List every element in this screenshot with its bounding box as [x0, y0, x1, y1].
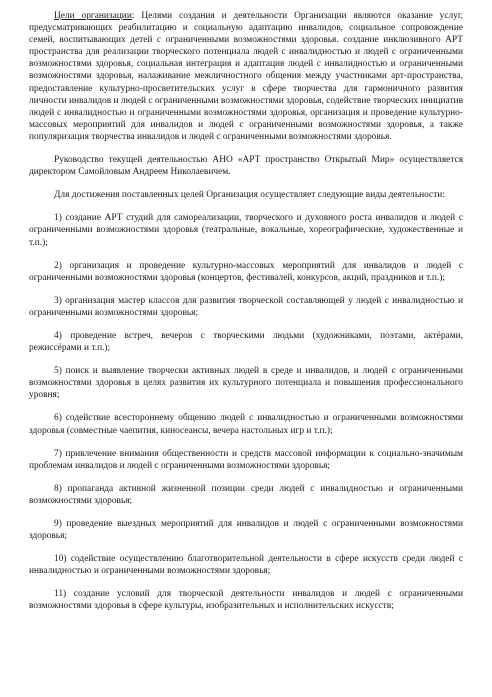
activity-item: 10) содействие осуществлению благотворительной деятельности в сфере искусств среди людей с инвалидностью и ограниченными возможностями здоровья; [29, 554, 463, 577]
activity-item: 4) проведение встреч, вечеров с творческими людьми (художниками, поэтами, актёрами, режиссёрами и т.п.); [29, 330, 463, 354]
activity-item: 5) поиск и выявление творчески активных людей в среде и инвалидов, и людей с ограниченными возможностями здоровья в целях развития их культурного потенциала и повышения профессионального уровня; [29, 366, 463, 401]
activity-item: 11) создание условий для творческой деятельности инвалидов и людей с ограниченными возможностями здоровья в сфере культуры, изобразительных и исполнительских искусств; [29, 589, 463, 612]
management-paragraph: Руководство текущей деятельностью АНО «АРТ пространство Открытый Мир» осуществляется директором Самойловым Андреем Николаевичем. [29, 155, 463, 178]
activity-item: 8) пропаганда активной жизненной позиции среди людей с инвалидностью и ограниченными возможностями здоровья; [29, 483, 463, 506]
activity-item: 2) организация и проведение культурно-массовых мероприятий для инвалидов и людей с ограниченными возможностями здоровья (концертов, фестивалей, конкурсов, акций, праздников и т.п.); [29, 260, 463, 283]
activity-item: 6) содействие всестороннему общению людей с инвалидностью и ограниченными возможностями здоровья (совместные чаепития, киносеансы, вечера настольных игр и т.п.); [29, 413, 463, 436]
activity-item: 1) создание АРТ студий для самореализации, творческого и духовного роста инвалидов и людей с ограниченными возможностями здоровья (театральные, вокальные, хореографические, художественные и т.п.); [29, 213, 463, 248]
activities-intro: Для достижения поставленных целей Организация осуществляет следующие виды деятельности: [54, 190, 445, 201]
activity-item: 3) организация мастер классов для развития творческой составляющей у людей с инвалидностью и ограниченными возможностями здоровья; [29, 295, 463, 318]
goals-paragraph [29, 10, 463, 143]
goals-label: Цели организации [54, 11, 132, 21]
goals-text: : Целями создания и деятельности Организации являются оказание услуг, предусматривающих реабилитацию и социальную адаптацию инвалидов, социальное сопровождение семей, воспитывающих детей с ограниченными возможностями здоровья. создание инклюзивного АРТ пространства для реализации творческого потенциала людей с инвалидностью и людей с ограниченными возможностями здоровья, социальная интеграция и адаптация людей с инвалидностью и ограниченными возможностями здоровья, налаживание межличностного общения между участниками арт-пространства, предоставление культурно-просветительских услуг в сфере творчества для гармоничного развития личности инвалидов и людей с ограниченными возможностями здоровья, содействие творческих инициатив людей с инвалидностью и ограниченными возможностями здоровья, организация и проведение культурно-массовых мероприятий для инвалидов и людей с ограниченными возможностями здоровья, а также популяризация творчества инвалидов и людей с ограниченными возможностями здоровья. [29, 11, 463, 142]
activity-item: 9) проведение выездных мероприятий для инвалидов и людей с ограниченными возможностями здоровья; [29, 519, 463, 542]
activity-item: 7) привлечение внимания общественности и средств массовой информации к социально-значимым проблемам инвалидов и людей с ограниченными возможностями здоровья; [29, 448, 463, 471]
